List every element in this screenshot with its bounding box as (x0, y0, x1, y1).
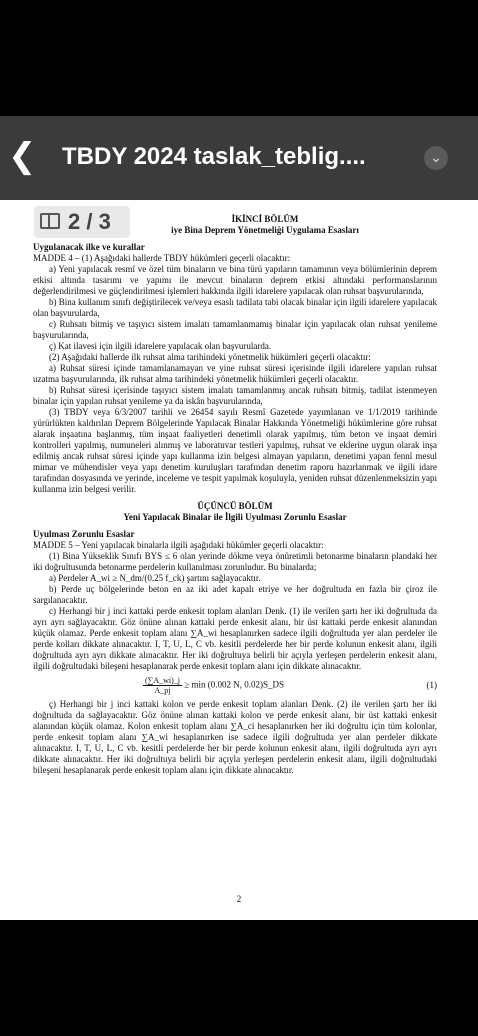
paragraph: b) Perde uç bölgelerinde beton en az iki adet kapalı etriye ve her doğrultuda en fazla bir çiroz ile sargılanacaktır. (33, 584, 437, 605)
paragraph: MADDE 5 – Yeni yapılacak binalarla ilgili aşağıdaki hükümler geçerli olacaktır: (33, 540, 324, 550)
paragraph: (3) TBDY veya 6/3/2007 tarihli ve 26454 sayılı Resmî Gazetede yayımlanan ve 1/1/2019 tarihinde yürürlükten kaldırılan Deprem Bölgelerinde Yapılacak Binalar Hakkında Yönetmeliği hükümlerine göre ruhsat alarak inşaatına başlanmış, tüm inşaat faaliyetleri denetimli olarak yapılmış, tüm beton ve inşaat demiri kontrolleri yapılmış, numuneleri alınmış ve laboratuvar testleri yapılmış, ruhsat ve eklerine uygun olarak inşa edilmiş ancak ruhsat süresi içinde yapı kullanma izin belgesi almayan yapıların, denetimi yapan fennî mesul mimar ve mühendisler veya yapı denetim kuruluşları tarafından denetim raporu hazırlanmak ve ilgili idare tarafından dosyasında ve yerinde, inceleme ve tespit yapılmak koşuluyla, yeniden ruhsat düzenlenmeksizin yapı kullanma izin belgesi verilir. (33, 407, 437, 494)
paragraph: b) Bina kullanım sınıfı değiştirilecek ve/veya esaslı tadilata tabi olacak binalar için ilgili idarelere yapılacak olan başvurularda, (33, 297, 437, 318)
paragraph: MADDE 4 – (1) Aşağıdaki hallerde TBDY hükümleri geçerli olacaktır: (33, 253, 291, 263)
paragraph: a) Ruhsat süresi içinde tamamlanamayan ve yine ruhsat süresi içerisinde ilgili idarelere yapılan ruhsat uzatma başvurularında, ilk ruhsat alma tarihindeki yönetmelik hükümleri geçerli olacaktır. (33, 363, 437, 384)
paragraph: (1) Bina Yükseklik Sınıfı BYS ≤ 6 olan yerinde dökme veya önüretimli betonarme binaların plandaki her iki doğrultusunda betonarme perdelerin kullanılması zorunludur. Bu binalarda; (33, 551, 437, 572)
chapter-subheading: iye Bina Deprem Yönetmeliği Uygulama Esasları (171, 225, 359, 235)
paragraph: a) Perdeler A_wi ≥ N_dm/(0.25 f_ck) şartını sağlayacaktır. (49, 573, 261, 583)
equation-fraction (143, 676, 182, 695)
page-number: 2 (236, 894, 242, 904)
chapter-subheading: Yeni Yapılacak Binalar ile İlgili Uyulması Zorunlu Esaslar (123, 512, 347, 522)
chevron-down-icon[interactable]: ⌄ (424, 146, 448, 170)
equation-denominator: A_pj (154, 686, 171, 695)
paragraph: (2) Aşağıdaki hallerde ilk ruhsat alma tarihindeki yönetmelik hükümleri geçerli olacaktır: (49, 352, 371, 362)
chapter-heading: ÜÇÜNCÜ BÖLÜM (197, 501, 273, 511)
document-title: TBDY 2024 taslak_teblig.... (62, 143, 366, 170)
equation-numerator: (∑A_wi)_j (145, 676, 181, 685)
paragraph: c) Herhangi bir j inci kattaki perde enkesit toplam alanları Denk. (1) ile verilen şartı her iki doğrultuda da ayrı ayrı sağlayacaktır. Göz önüne alınan kattaki perde enkesit alanı, bir üst kattaki perde enkesit alanından küçük olamaz. Perde enkesit toplam alanı ∑A_wi hesaplanırken sadece ilgili doğrultuda yer alan perdeler ile perde kolları dikkate alınacaktır. I, T, U, L, C vb. kesitli perdelerde her bir perde kolunun enkesit alanı, ilgili doğrultuda ayrı ayrı dikkate alınacaktır. Her iki doğrultuya belirli bir açıyla yerleşen perdelerin enkesit alanı, ilgili doğrultudaki bileşeni hesaplanarak perde enkesit toplam alanı için dikkate alınacaktır. (33, 606, 437, 671)
section-heading: Uyulması Zorunlu Esaslar (33, 529, 135, 539)
paragraph: ç) Kat ilavesi için ilgili idarelere yapılacak olan başvurularda. (49, 341, 272, 351)
document-page (0, 200, 478, 920)
paragraph: a) Yeni yapılacak resmî ve özel tüm binaların ve bina türü yapıların tamamının veya bölümlerinin deprem etkisi altında tasarımı ve yapımı ile mevcut binaların deprem etkisi altındaki performanslarının değerlendirilmesi ve güçlendirilmesi işlemleri hakkında ilgili idarelere yapılacak olan ruhsat başvurularında, (33, 264, 437, 296)
paragraph: c) Ruhsatı bitmiş ve taşıyıcı sistem imalatı tamamlanmamış binalar için yapılacak olan ruhsat yenileme başvurularında, (33, 319, 437, 340)
page-indicator-text: 2 / 3 (68, 209, 111, 234)
bottom-area (0, 920, 478, 1036)
section-heading: Uygulanacak ilke ve kurallar (33, 242, 145, 252)
chapter-heading: İKİNCİ BÖLÜM (231, 214, 299, 224)
equation-1 (33, 676, 437, 695)
back-arrow-icon[interactable]: ❮ (8, 136, 37, 176)
paragraph: b) Ruhsat süresi içerisinde taşıyıcı sistem imalatı tamamlanmış ancak ruhsatı bitmiş, tadilat istenmeyen binalar için yapılan ruhsat yenileme ya da iskân başvurularında, (33, 385, 437, 406)
paragraph: ç) Herhangi bir j inci kattaki kolon ve perde enkesit toplam alanları Denk. (2) ile verilen şartı her iki doğrultuda da sağlayacaktır. Göz önüne alınan kattaki kolon ve perde enkesit alanı, bir üst kattaki enkesit alanından küçük olamaz. Kolon enkesit toplam alanı ∑A_ci hesaplanırken her iki doğrultu için tüm kolonlar, perde enkesit toplam alanı ∑A_wi hesaplanırken ise sadece ilgili doğrultuda yer alan perdeler dikkate alınacaktır. I, T, U, L, C vb. kesitli perdelerde her bir perde kolunun enkesit alanı, ilgili doğrultuda ayrı ayrı dikkate alınacaktır. Her iki doğrultuya belirli bir açıyla yerleşen perdelerin enkesit alanı, ilgili doğrultudaki bileşeni hesaplanarak perde enkesit toplam alanı için dikkate alınacaktır. (33, 699, 437, 775)
equation-number: (1) (426, 680, 437, 690)
equation-rhs: ≥ min (0.002 N, 0.02)S_DS (184, 679, 284, 690)
document-body (33, 214, 437, 776)
app-header (0, 116, 478, 200)
